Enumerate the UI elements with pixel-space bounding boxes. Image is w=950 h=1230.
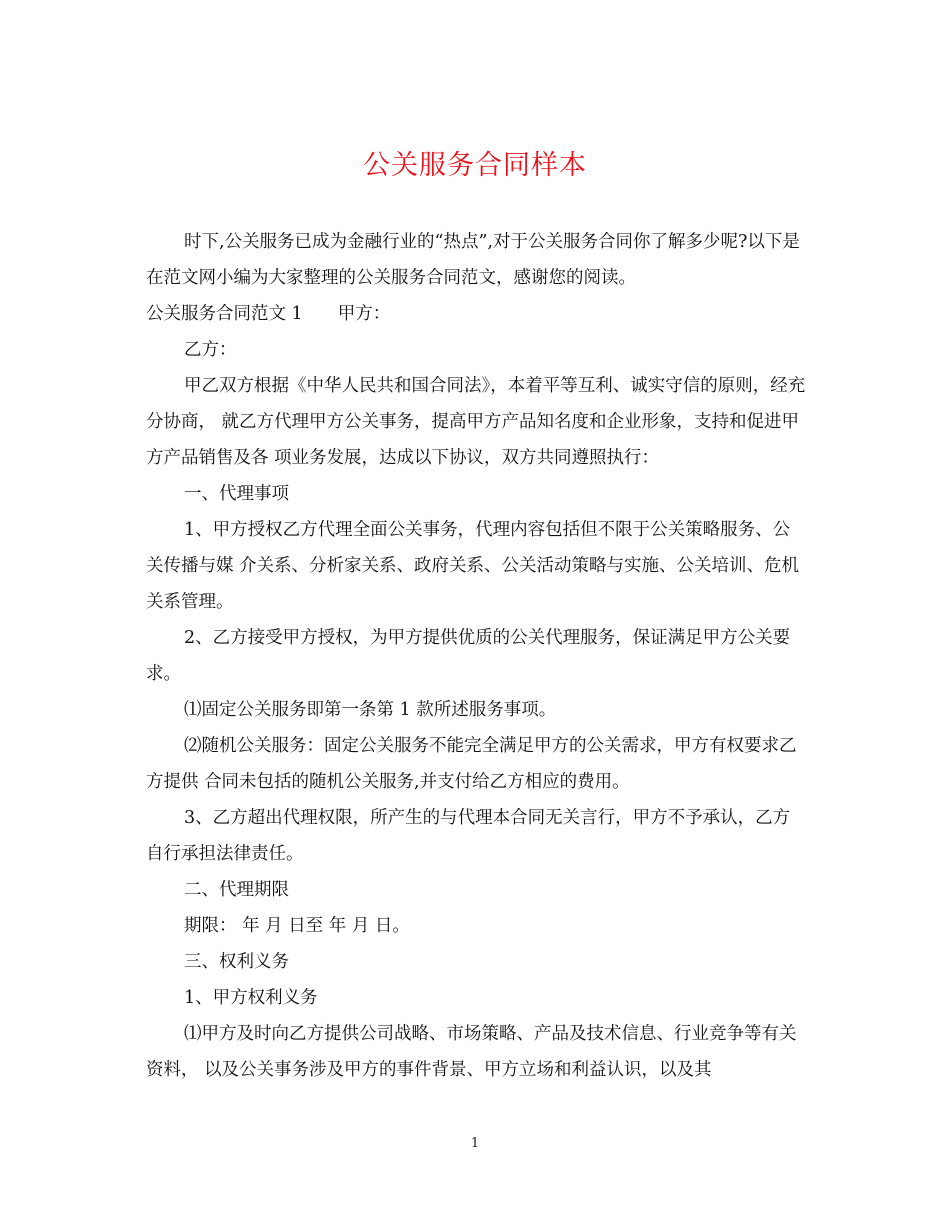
intro-paragraph: 时下,公关服务已成为金融行业的“热点”,对于公关服务合同你了解多少呢?以下是在范文网小编为大家整理的公关服务合同范文，感谢您的阅读。 <box>146 232 800 288</box>
section-1-item-2: 2、乙方接受甲方授权，为甲方提供优质的公关代理服务，保证满足甲方公关要求。 <box>146 628 791 684</box>
section-2-term: 期限： 年 月 日至 年 月 日。 <box>184 916 410 936</box>
party-b-line: 乙方： <box>184 340 237 360</box>
section-3-sub-1-item-1: ⑴甲方及时向乙方提供公司战略、市场策略、产品及技术信息、行业竞争等有关资料， 以及公关事务涉及甲方的事件背景、甲方立场和利益认识，以及其 <box>146 1024 797 1080</box>
document-body <box>146 224 806 1088</box>
page-number: 1 <box>470 1136 480 1151</box>
section-1-item-2-sub-2: ⑵随机公关服务：固定公关服务不能完全满足甲方的公关需求，甲方有权要求乙方提供 合同未包括的随机公关服务,并支付给乙方相应的费用。 <box>146 736 797 792</box>
section-1-item-2-sub-1: ⑴固定公关服务即第一条第 1 款所述服务事项。 <box>184 700 557 720</box>
preamble-paragraph: 甲乙双方根据《中华人民共和国合同法》，本着平等互利、诚实守信的原则，经充分协商， 就乙方代理甲方公关事务，提高甲方产品知名度和企业形象，支持和促进甲方产品销售及各 项业务发展，达成以下协议，双方共同遵照执行： <box>146 376 806 468</box>
section-1-item-1: 1、甲方授权乙方代理全面公关事务，代理内容包括但不限于公关策略服务、公关传播与媒 介关系、分析家关系、政府关系、公关活动策略与实施、公关培训、危机关系管理。 <box>146 520 800 612</box>
sample-heading: 公关服务合同范文 1 甲方： <box>146 304 391 324</box>
section-1-title: 一、代理事项 <box>184 484 289 504</box>
document-title: 公关服务合同样本 <box>363 150 587 181</box>
section-2-title: 二、代理期限 <box>184 880 289 900</box>
section-3-sub-1: 1、甲方权利义务 <box>184 988 318 1008</box>
section-1-item-3: 3、乙方超出代理权限，所产生的与代理本合同无关言行，甲方不予承认，乙方自行承担法律责任。 <box>146 808 791 864</box>
section-3-title: 三、权利义务 <box>184 952 289 972</box>
